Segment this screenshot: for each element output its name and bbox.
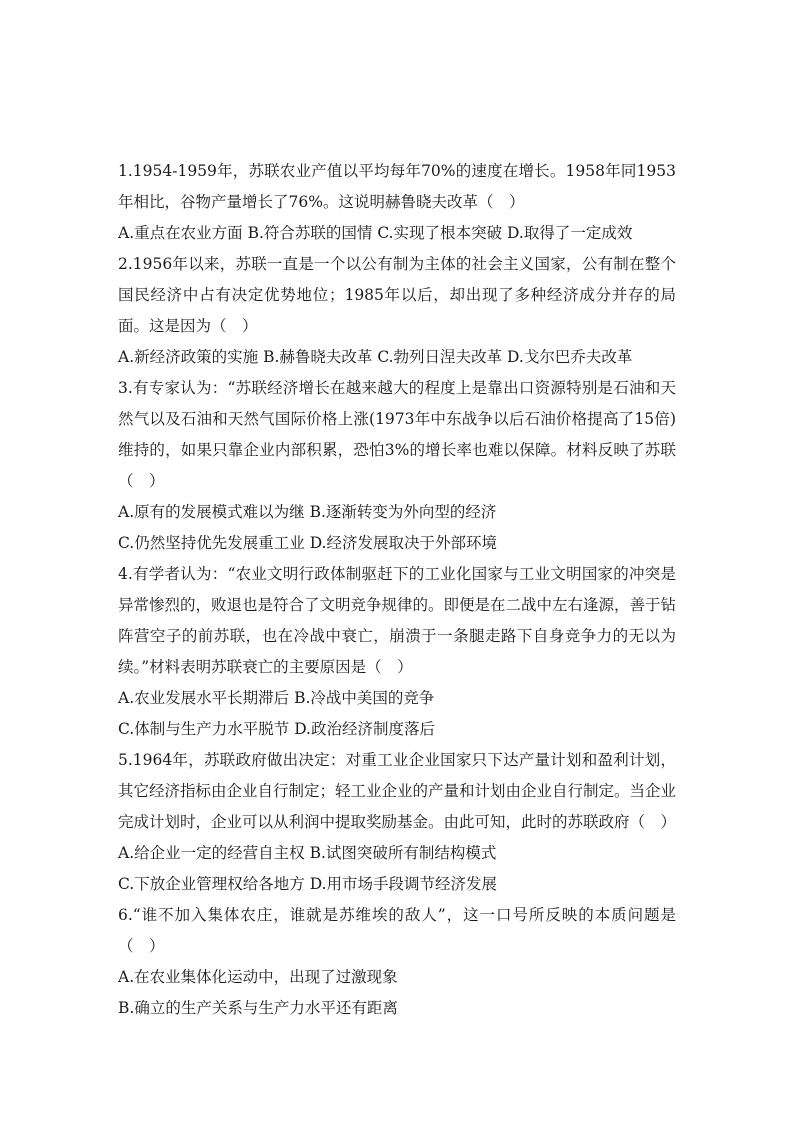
option-line	[118, 497, 676, 528]
option-line	[118, 962, 676, 993]
question-stem: 1.1954-1959年，苏联农业产值以平均每年70%的速度在增长。1958年同1953年相比，谷物产量增长了76%。这说明赫鲁晓夫改革（ ）	[118, 162, 676, 211]
question-stem: 5.1964年，苏联政府做出决定：对重工业企业国家只下达产量计划和盈利计划，其它经济指标由企业自行制定；轻工业企业的产量和计划由企业自行制定。当企业完成计划时，企业可以从利润中提取奖励基金。由此可知，此时的苏联政府（ ）	[118, 751, 677, 831]
question-3	[118, 373, 676, 559]
option-line	[118, 528, 676, 559]
answer-option[interactable]: B.逐渐转变为外向型的经济	[309, 503, 497, 521]
answer-option[interactable]: A.在农业集体化运动中，出现了过激现象	[118, 968, 398, 986]
answer-option[interactable]: C.勃列日涅夫改革	[377, 348, 503, 366]
answer-option[interactable]: C.实现了根本突破	[377, 224, 503, 242]
answer-option[interactable]: A.原有的发展模式难以为继	[118, 503, 305, 521]
option-line	[118, 714, 676, 745]
question-1	[118, 156, 676, 249]
question-sheet	[118, 156, 676, 1024]
question-2	[118, 249, 676, 373]
answer-option[interactable]: C.仍然坚持优先发展重工业	[118, 534, 305, 552]
answer-option[interactable]: B.符合苏联的国情	[247, 224, 373, 242]
answer-option[interactable]: D.取得了一定成效	[507, 224, 633, 242]
answer-option[interactable]: D.戈尔巴乔夫改革	[507, 348, 633, 366]
answer-option[interactable]: B.赫鲁晓夫改革	[263, 348, 373, 366]
question-5	[118, 745, 676, 900]
option-line	[118, 993, 676, 1024]
answer-option[interactable]: B.冷战中美国的竞争	[294, 689, 435, 707]
answer-option[interactable]: A.农业发展水平长期滞后	[118, 689, 290, 707]
option-line	[118, 838, 676, 869]
answer-option[interactable]: A.重点在农业方面	[118, 224, 243, 242]
answer-option[interactable]: D.政治经济制度落后	[294, 720, 435, 738]
question-4	[118, 559, 676, 745]
answer-option[interactable]: B.试图突破所有制结构模式	[309, 844, 497, 862]
option-line	[118, 218, 676, 249]
answer-option[interactable]: C.体制与生产力水平脱节	[118, 720, 290, 738]
question-stem: 3.有专家认为：“苏联经济增长在越来越大的程度上是靠出口资源特别是石油和天然气以及石油和天然气国际价格上涨(1973年中东战争以后石油价格提高了15倍)维持的，如果只靠企业内部积累，恐怕3%的增长率也难以保障。材料反映了苏联（ ）	[118, 379, 676, 490]
question-stem: 4.有学者认为：“农业文明行政体制驱赶下的工业化国家与工业文明国家的冲突是异常惨烈的，败退也是符合了文明竞争规律的。即便是在二战中左右逢源，善于钻阵营空子的前苏联，也在冷战中衰亡，崩溃于一条腿走路下自身竞争力的无以为续。”材料表明苏联衰亡的主要原因是（ ）	[118, 565, 677, 676]
answer-option[interactable]: C.下放企业管理权给各地方	[118, 875, 305, 893]
answer-option[interactable]: B.确立的生产关系与生产力水平还有距离	[118, 999, 398, 1017]
answer-option[interactable]: D.用市场手段调节经济发展	[309, 875, 497, 893]
option-line	[118, 683, 676, 714]
question-stem: 6.“谁不加入集体农庄，谁就是苏维埃的敌人”，这一口号所反映的本质问题是（ ）	[118, 906, 676, 955]
option-line	[118, 342, 676, 373]
question-stem: 2.1956年以来，苏联一直是一个以公有制为主体的社会主义国家，公有制在整个国民经济中占有决定优势地位；1985年以后，却出现了多种经济成分并存的局面。这是因为（ ）	[118, 255, 676, 335]
answer-option[interactable]: A.新经济政策的实施	[118, 348, 259, 366]
option-line	[118, 869, 676, 900]
answer-option[interactable]: A.给企业一定的经营自主权	[118, 844, 305, 862]
answer-option[interactable]: D.经济发展取决于外部环境	[309, 534, 497, 552]
question-6	[118, 900, 676, 1024]
